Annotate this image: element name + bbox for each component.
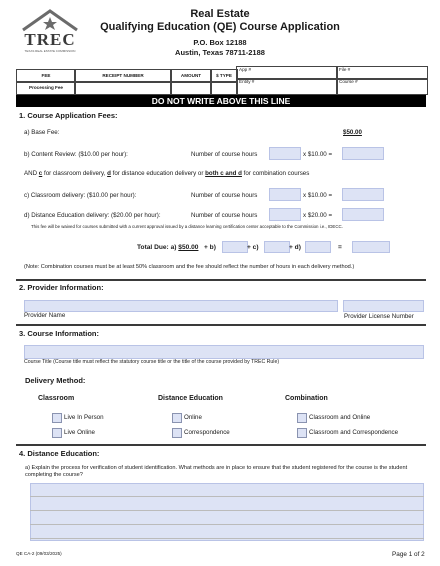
- address-line1: P.O. Box 12188: [193, 38, 247, 47]
- content-review-hours-field[interactable]: [269, 147, 301, 160]
- receipt-cell: [74, 81, 172, 95]
- section2-divider: [16, 279, 426, 281]
- type-cell: [210, 81, 238, 95]
- classroom-correspondence-label: Classroom and Correspondence: [309, 429, 399, 436]
- waiver-note: This fee will be waived for courses submitted with a current approval issued by a distance learning certification center acceptable to the Commission i.e., IDECC.: [31, 224, 343, 229]
- total-b-field[interactable]: [222, 241, 248, 253]
- instruction-part3: for distance education delivery or: [110, 170, 206, 177]
- instruction-both: both c and d: [205, 170, 242, 177]
- base-fee-label: a) Base Fee:: [24, 129, 60, 136]
- entity-number-cell: [236, 78, 338, 95]
- verification-answer-field[interactable]: [30, 483, 424, 541]
- content-review-label: b) Content Review: ($10.00 per hour):: [24, 151, 128, 158]
- instruction-part2: for classroom delivery,: [42, 170, 108, 177]
- section1-title: 1. Course Application Fees:: [19, 111, 118, 120]
- instruction-d: d: [107, 170, 111, 177]
- processing-fee-cell: Processing Fee: [16, 81, 76, 95]
- combination-instruction: [24, 170, 309, 177]
- classroom-multiplier: x $10.00 =: [303, 192, 333, 199]
- verification-question: a) Explain the process for verification of student identification. What methods are in place to ensure that the student registered for the course is the student completing the course?: [25, 465, 408, 478]
- instruction-c: c: [38, 170, 43, 177]
- total-equals: =: [338, 244, 342, 251]
- amount-cell: [170, 81, 212, 95]
- answer-line-1: [30, 496, 424, 497]
- classroom-column-header: Classroom: [38, 395, 75, 402]
- live-online-checkbox[interactable]: [52, 428, 62, 438]
- total-a-value: $50.00: [178, 244, 199, 251]
- provider-license-label: Provider License Number: [344, 313, 414, 320]
- delivery-method-label: Delivery Method:: [25, 376, 86, 385]
- section2-title: 2. Provider Information:: [19, 283, 104, 292]
- classroom-total-field[interactable]: [342, 188, 384, 201]
- classroom-online-checkbox[interactable]: [297, 413, 307, 423]
- course-number-cell: [336, 78, 428, 95]
- distance-total-field[interactable]: [342, 208, 384, 221]
- classroom-online-label: Classroom and Online: [309, 414, 371, 421]
- classroom-hours-field[interactable]: [269, 188, 301, 201]
- distance-delivery-label: d) Distance Education delivery: ($20.00 per hour):: [24, 212, 161, 219]
- live-online-label: Live Online: [64, 429, 95, 436]
- classroom-delivery-label: c) Classroom delivery: ($10.00 per hour):: [24, 192, 137, 199]
- total-c-field[interactable]: [264, 241, 290, 253]
- total-d-field[interactable]: [305, 241, 331, 253]
- course-title-note: Course Title (Course title must reflect the statutory course title or the title of the course provided by TREC Rule): [24, 359, 280, 365]
- form-id: QE CA-2 (09/03/2025): [16, 551, 62, 556]
- answer-line-4: [30, 538, 424, 539]
- course-title-field[interactable]: [24, 345, 424, 359]
- logo-tagline: TEXAS REAL ESTATE COMMISSION: [24, 49, 76, 53]
- section4-divider: [16, 444, 426, 446]
- distance-hours-field[interactable]: [269, 208, 301, 221]
- online-label: Online: [184, 414, 202, 421]
- address-line2: Austin, Texas 78711-2188: [175, 48, 265, 57]
- instruction-and: AND: [24, 170, 39, 177]
- provider-name-field[interactable]: [24, 300, 338, 312]
- combination-note: (Note: Combination courses must be at least 50% classroom and the fee should reflect the number of hours in each delivery method.): [24, 264, 355, 270]
- section3-divider: [16, 324, 426, 326]
- section4-title: 4. Distance Education:: [19, 449, 100, 458]
- content-review-total-field[interactable]: [342, 147, 384, 160]
- live-in-person-checkbox[interactable]: [52, 413, 62, 423]
- entity-number-label: Entity #: [239, 79, 255, 84]
- amount-header: AMOUNT: [170, 69, 212, 83]
- instruction-part4: for combination courses: [241, 170, 310, 177]
- combination-column-header: Combination: [285, 395, 328, 402]
- type-header: $ TYPE: [210, 69, 238, 83]
- live-in-person-label: Live In Person: [64, 414, 104, 421]
- distance-hours-label: Number of course hours: [191, 212, 258, 219]
- answer-line-3: [30, 524, 424, 525]
- distance-column-header: Distance Education: [158, 395, 223, 402]
- total-due-label: [137, 244, 198, 251]
- online-checkbox[interactable]: [172, 413, 182, 423]
- correspondence-checkbox[interactable]: [172, 428, 182, 438]
- total-due-prefix: Total Due: a): [137, 244, 179, 251]
- classroom-hours-label: Number of course hours: [191, 192, 258, 199]
- total-b-label: + b): [204, 244, 216, 251]
- base-fee-value: $50.00: [343, 129, 362, 136]
- receipt-header: RECEIPT NUMBER: [74, 69, 172, 83]
- logo-text: TREC: [24, 30, 76, 49]
- do-not-write-banner: DO NOT WRITE ABOVE THIS LINE: [16, 95, 426, 107]
- answer-line-2: [30, 510, 424, 511]
- total-d-label: + d): [289, 244, 301, 251]
- provider-license-field[interactable]: [343, 300, 424, 312]
- form-title-line2: Qualifying Education (QE) Course Application: [100, 21, 340, 33]
- page-number: Page 1 of 2: [392, 551, 425, 558]
- classroom-correspondence-checkbox[interactable]: [297, 428, 307, 438]
- content-review-hours-label: Number of course hours: [191, 151, 258, 158]
- section3-title: 3. Course Information:: [19, 329, 100, 338]
- grand-total-field[interactable]: [352, 241, 390, 253]
- content-review-multiplier: x $10.00 =: [303, 151, 333, 158]
- distance-multiplier: x $20.00 =: [303, 212, 333, 219]
- app-number-label: App #: [239, 67, 252, 72]
- correspondence-label: Correspondence: [184, 429, 230, 436]
- fee-header: FEE: [16, 69, 76, 83]
- file-number-label: File #: [339, 67, 351, 72]
- form-title-line1: Real Estate: [190, 8, 250, 20]
- total-c-label: + c): [247, 244, 259, 251]
- course-number-label: Course #: [339, 79, 358, 84]
- provider-name-label: Provider Name: [24, 312, 66, 319]
